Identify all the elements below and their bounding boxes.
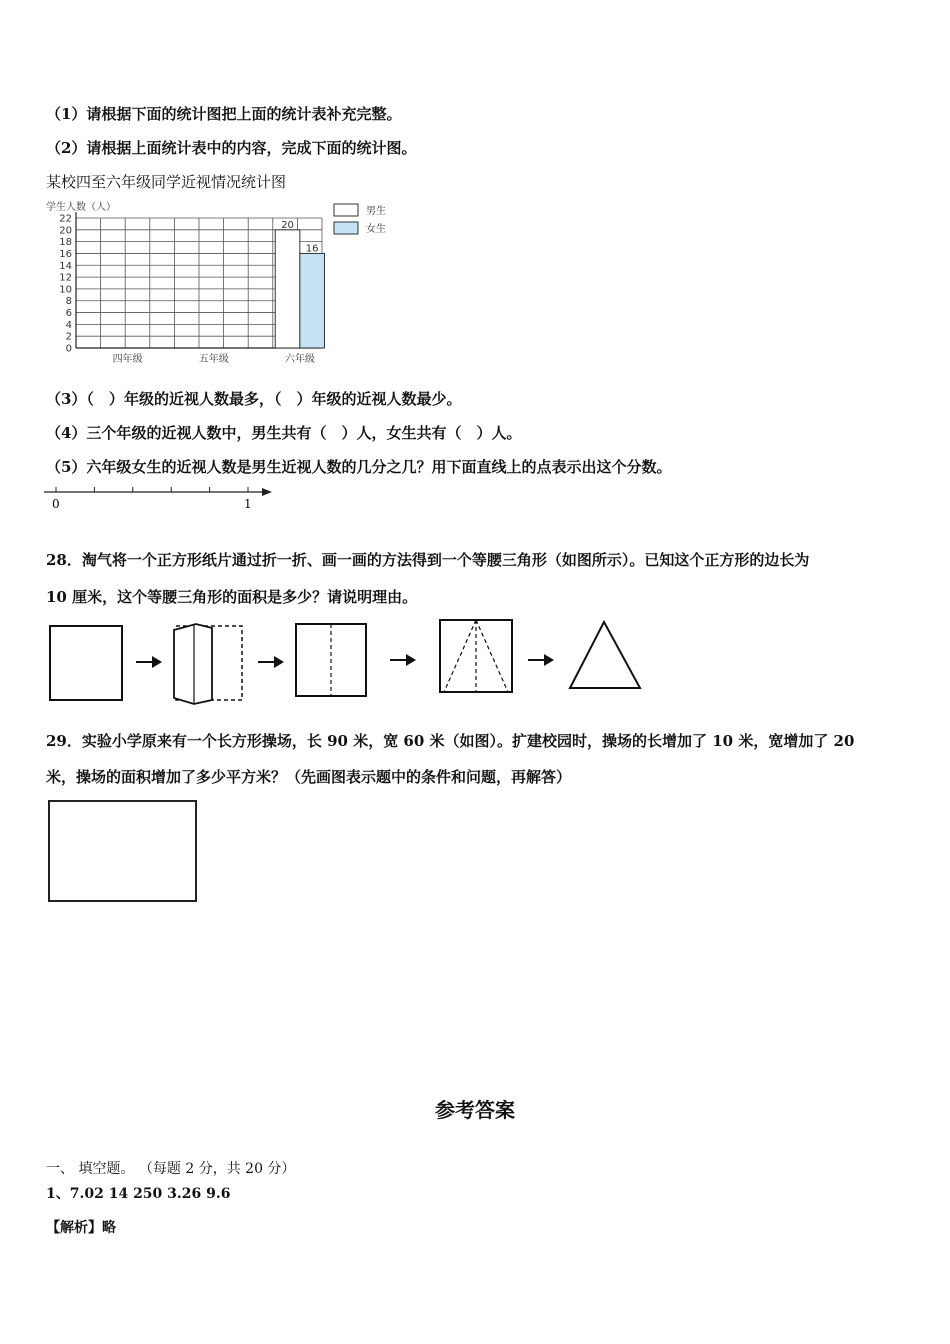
bar-data-label: 16: [305, 243, 319, 255]
bar-chart: [40, 196, 400, 368]
answer-analysis: 【解析】略: [46, 1220, 116, 1236]
arrow-icon: [258, 656, 284, 668]
answer-1: 1、7.02 14 250 3.26 9.6: [46, 1186, 231, 1202]
bar-女生: [300, 253, 325, 348]
answers-title: 参考答案: [435, 1098, 515, 1122]
creased-square: [296, 624, 366, 696]
chart-title: 某校四至六年级同学近视情况统计图: [46, 173, 287, 191]
number-line-one-label: 1: [244, 497, 252, 511]
arrow-icon: [390, 654, 416, 666]
q27-sub3: （3）（ ）年级的近视人数最多，（ ）年级的近视人数最少。: [46, 390, 462, 408]
chart-ylabel: 学生人数（人）: [46, 202, 116, 213]
y-tick-label: 2: [65, 331, 72, 343]
playground-rectangle: [44, 796, 204, 908]
number-line: [40, 482, 280, 512]
y-tick-label: 6: [65, 308, 72, 320]
q28-line2: 10 厘米，这个等腰三角形的面积是多少？请说明理由。: [46, 588, 418, 606]
chart-ticks: [59, 214, 72, 355]
y-tick-label: 4: [65, 319, 72, 331]
q27-sub5: （5）六年级女生的近视人数是男生近视人数的几分之几？用下面直线上的点表示出这个分数。: [46, 458, 672, 476]
y-tick-label: 20: [59, 225, 72, 237]
bar-data-label: 20: [281, 219, 294, 231]
answers-section-heading: 一、 填空题。 （每题 2 分，共 20 分）: [46, 1161, 296, 1177]
y-tick-label: 14: [59, 260, 72, 272]
chart-bars: [275, 220, 324, 348]
q27-sub2: （2）请根据上面统计表中的内容，完成下面的统计图。: [46, 139, 417, 157]
y-tick-label: 0: [65, 343, 72, 355]
q27-sub1: （1）请根据下面的统计图把上面的统计表补充完整。: [46, 105, 402, 123]
folded-paper: [174, 624, 242, 704]
legend-label: 男生: [366, 206, 386, 217]
square-paper: [50, 626, 122, 700]
q28-line1: 28．淘气将一个正方形纸片通过折一折、画一画的方法得到一个等腰三角形（如图所示）。已知这个正方形的边长为: [46, 551, 810, 569]
x-category-label: 四年级: [112, 354, 143, 365]
y-tick-label: 12: [59, 272, 72, 284]
x-category-label: 五年级: [198, 354, 229, 365]
arrow-icon: [136, 656, 162, 668]
arrow-icon: [528, 654, 554, 666]
bar-男生: [275, 230, 300, 348]
y-tick-label: 22: [59, 213, 72, 225]
y-tick-label: 16: [59, 248, 72, 260]
q27-sub4: （4）三个年级的近视人数中，男生共有（ ）人，女生共有（ ）人。: [46, 424, 522, 442]
legend-swatch: [334, 204, 358, 216]
q29-line2: 米，操场的面积增加了多少平方米？（先画图表示题中的条件和问题，再解答）: [46, 768, 572, 786]
y-tick-label: 10: [59, 284, 72, 296]
marked-square: [440, 620, 512, 692]
chart-legend: [334, 204, 386, 235]
y-tick-label: 18: [59, 237, 72, 249]
number-line-zero-label: 0: [52, 497, 60, 511]
x-category-label: 六年级: [284, 354, 315, 365]
q29-line1: 29．实验小学原来有一个长方形操场，长 90 米，宽 60 米（如图）。扩建校园时，操场的长增加了 10 米，宽增加了 20: [46, 732, 855, 750]
folding-diagram: [44, 616, 654, 708]
chart-categories: [113, 352, 315, 365]
legend-label: 女生: [366, 224, 386, 235]
isosceles-triangle: [570, 622, 640, 688]
legend-swatch: [334, 222, 358, 234]
y-tick-label: 8: [65, 296, 72, 308]
